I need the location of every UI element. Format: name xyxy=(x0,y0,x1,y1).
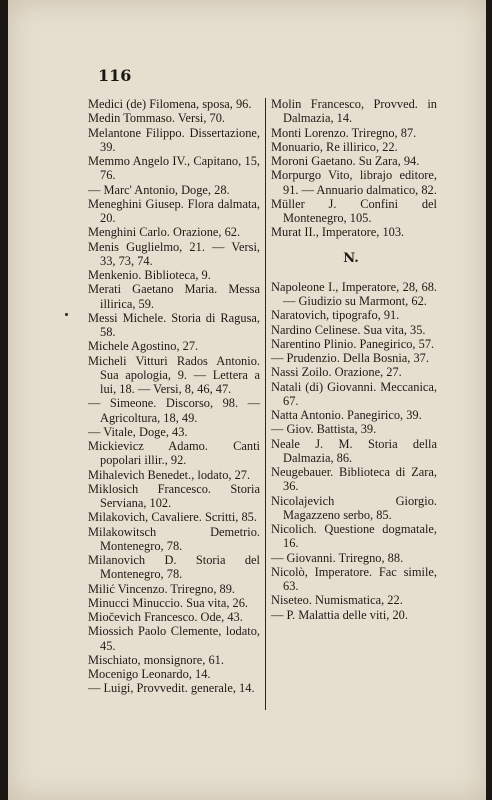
index-entry: Michele Agostino, 27. xyxy=(88,339,199,354)
margin-mark xyxy=(65,313,68,316)
index-entry: Medin Tommaso. Versi, 70. xyxy=(88,111,226,126)
index-entry: Monti Lorenzo. Triregno, 87. xyxy=(271,125,417,140)
index-entry: Mihalevich Benedet., lodato, 27. xyxy=(88,467,251,482)
index-entry: Natali (di) Giovanni. Meccanica, 67. xyxy=(271,379,437,408)
index-entry: — P. Malattia delle viti, 20. xyxy=(271,607,408,622)
index-entry: Moroni Gaetano. Su Zara, 94. xyxy=(271,154,420,168)
index-entry: Natta Antonio. Panegirico, 39. xyxy=(271,408,422,422)
index-entry: Melantone Filippo. Dissertazione, 39. xyxy=(88,125,260,154)
index-entry: Nassi Zoilo. Orazione, 27. xyxy=(271,365,402,380)
index-entry: Monuario, Re illirico, 22. xyxy=(271,139,398,154)
index-entry: Minucci Minuccio. Sua vita, 26. xyxy=(88,595,249,610)
section-letter-heading: N. xyxy=(343,250,359,266)
index-entry: Medici (de) Filomena, sposa, 96. xyxy=(88,97,252,111)
index-entry: — Vitale, Doge, 43. xyxy=(88,424,188,439)
index-entry: Merati Gaetano Maria. Messa illirica, 59. xyxy=(88,282,260,311)
index-entry: Nicolò, Imperatore. Fac simile, 63. xyxy=(271,564,437,593)
index-entry: — Luigi, Provvedit. generale, 14. xyxy=(88,681,255,696)
index-entry: Mocenigo Leonardo, 14. xyxy=(88,667,211,681)
index-entry: Milić Vincenzo. Triregno, 89. xyxy=(88,581,236,596)
index-entry: Memmo Angelo IV., Capitano, 15, 76. xyxy=(88,154,260,183)
index-entry: Morpurgo Vito, librajo editore, 91. — Annuario dalmatico, 82. xyxy=(271,168,437,197)
index-entry: Milakovich, Cavaliere. Scritti, 85. xyxy=(88,510,257,525)
index-entry: Molin Francesco, Provved. in Dalmazia, 14. xyxy=(271,97,437,126)
index-entry: Nardino Celinese. Sua vita, 35. xyxy=(271,322,426,337)
left-index-column xyxy=(88,97,260,696)
index-entry: — Simeone. Discorso, 98. — Agricoltura, 18, 49. xyxy=(88,396,260,425)
index-entry: Meneghini Giusep. Flora dalmata, 20. xyxy=(88,196,260,225)
index-entry: Menis Guglielmo, 21. — Versi, 33, 73, 74. xyxy=(88,239,260,268)
index-entry: Niseteo. Numismatica, 22. xyxy=(271,593,403,608)
index-entry: Naratovich, tipografo, 91. xyxy=(271,308,400,323)
index-entry: Milanovich D. Storia del Montenegro, 78. xyxy=(88,553,260,582)
index-entry: Mischiato, monsignore, 61. xyxy=(88,652,224,667)
index-entry: Nicolich. Questione dogmatale, 16. xyxy=(271,522,437,551)
index-entry: — Giovanni. Triregno, 88. xyxy=(271,550,404,565)
index-entry: Mickievicz Adamo. Canti popolari illir., 92. xyxy=(88,439,260,468)
book-page xyxy=(8,0,486,800)
right-index-column xyxy=(265,97,437,622)
index-entry: Messi Michele. Storia di Ragusa, 58. xyxy=(88,310,260,339)
index-entry: Narentino Plinio. Panegirico, 57. xyxy=(271,336,435,351)
page-number: 116 xyxy=(98,66,132,85)
index-entry: Nicolajevich Giorgio. Magazzeno serbo, 85. xyxy=(271,493,437,522)
index-entry: Napoleone I., Imperatore, 28, 68. — Giudizio su Marmont, 62. xyxy=(271,279,437,308)
index-entry: Neugebauer. Biblioteca di Zara, 36. xyxy=(271,465,437,494)
index-entry: Miočevich Francesco. Ode, 43. xyxy=(88,610,243,624)
index-entry: — Prudenzio. Della Bosnia, 37. xyxy=(271,351,429,365)
index-entry: — Marc' Antonio, Doge, 28. xyxy=(88,182,230,197)
index-entry: Micheli Vitturi Rados Antonio. Sua apologia, 9. — Lettera a lui, 18. — Versi, 8, 46, 47. xyxy=(88,353,260,396)
index-entry: Milakowitsch Demetrio. Montenegro, 78. xyxy=(88,524,260,553)
index-entry: Neale J. M. Storia della Dalmazia, 86. xyxy=(271,436,437,465)
index-entry: Miklosich Francesco. Storia Serviana, 102. xyxy=(88,481,260,510)
index-entry: Menghini Carlo. Orazione, 62. xyxy=(88,225,241,240)
index-entry: Müller J. Confini del Montenegro, 105. xyxy=(271,196,437,225)
index-entry: Menkenio. Biblioteca, 9. xyxy=(88,268,211,282)
index-entry: Miossich Paolo Clemente, lodato, 45. xyxy=(88,624,260,653)
index-entry: — Giov. Battista, 39. xyxy=(271,422,377,437)
index-entry: Murat II., Imperatore, 103. xyxy=(271,225,405,240)
